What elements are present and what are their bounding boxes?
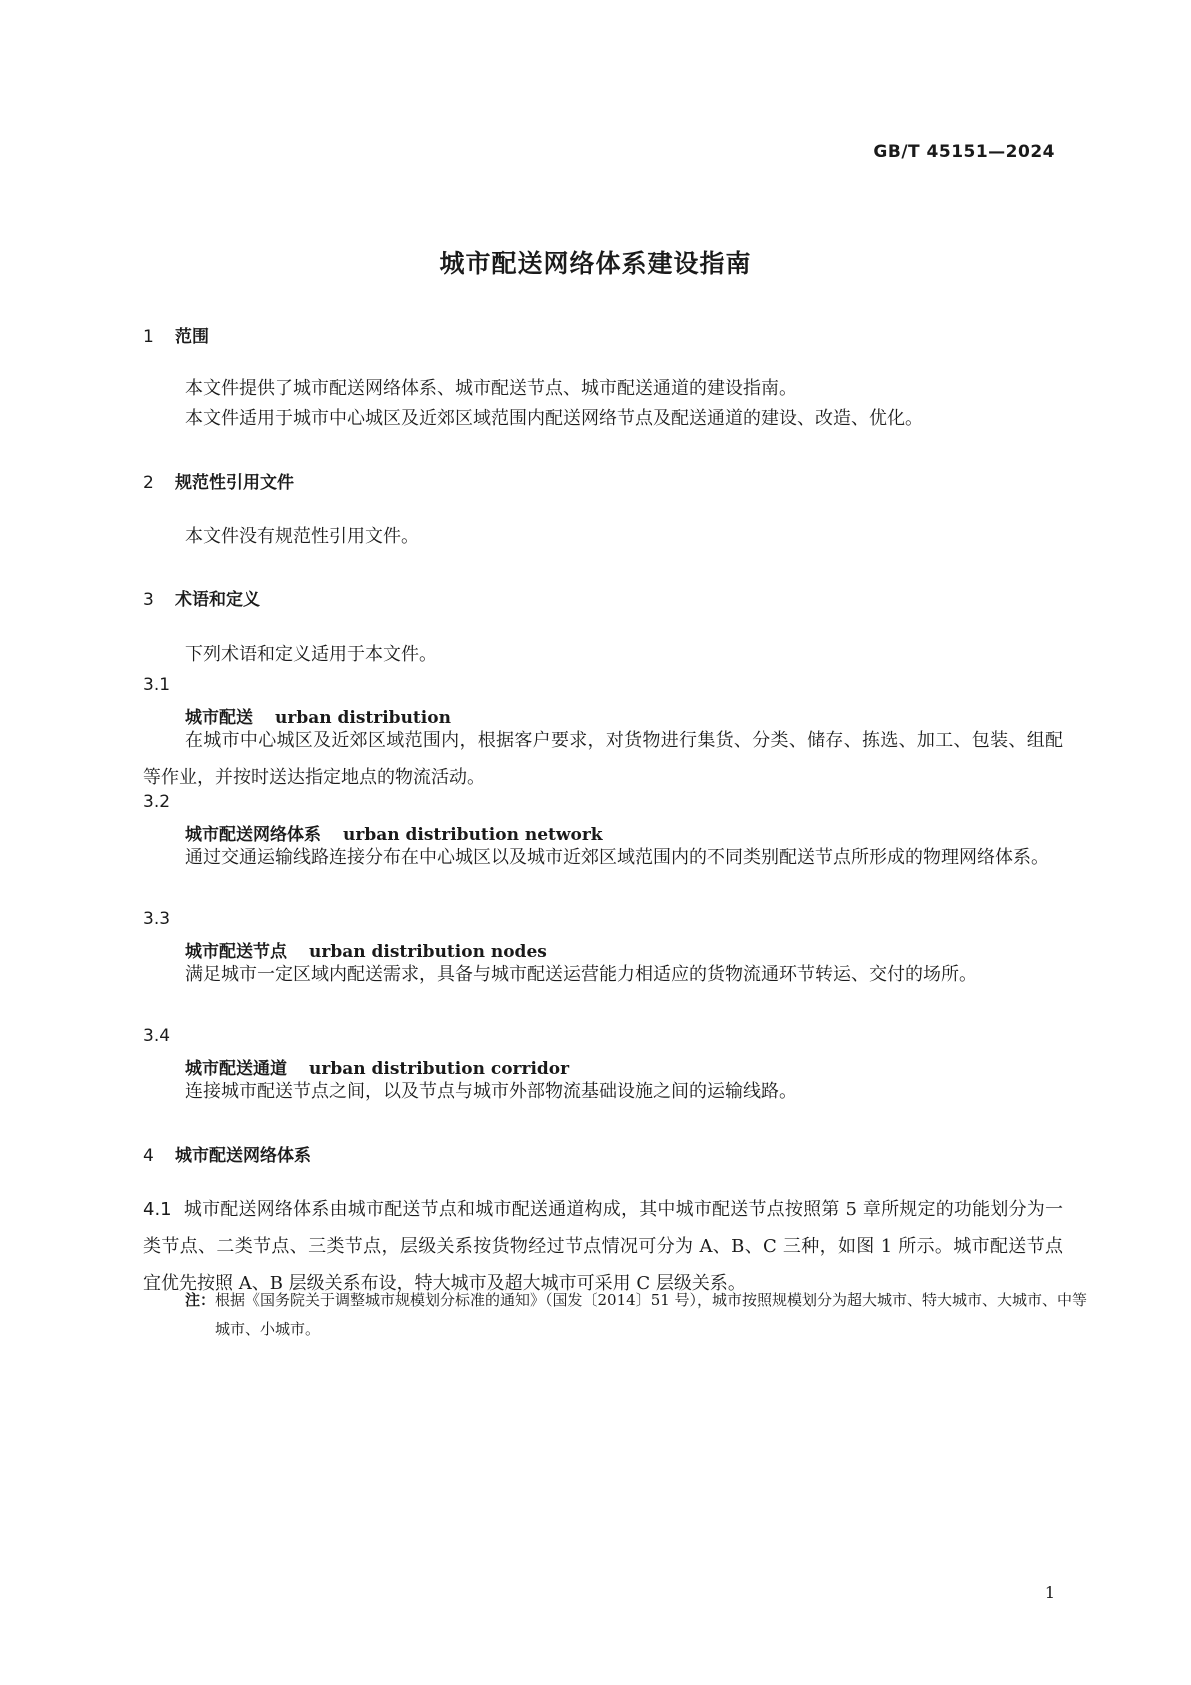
term-zh: 城市配送节点: [185, 942, 287, 962]
section-title: 规范性引用文件: [175, 473, 294, 493]
term-number: 3.4: [143, 1026, 171, 1046]
section-heading-4: [143, 1141, 311, 1166]
section-number: 3: [143, 590, 154, 610]
section-heading-2: [143, 468, 294, 493]
section-number: 4: [143, 1146, 154, 1166]
term-definition: 满足城市一定区域内配送需求，具备与城市配送运营能力相适应的货物流通环节转运、交付的场所。: [185, 964, 977, 985]
term-definition: 通过交通运输线路连接分布在中心城区以及城市近郊区域范围内的不同类别配送节点所形成的物理网络体系。: [185, 847, 1049, 868]
term-zh: 城市配送通道: [185, 1059, 287, 1079]
document-title: 城市配送网络体系建设指南: [439, 249, 752, 278]
term-zh: 城市配送: [185, 708, 253, 728]
paragraph: 本文件没有规范性引用文件。: [185, 526, 419, 547]
term-en: urban distribution corridor: [309, 1059, 570, 1079]
paragraph: 本文件适用于城市中心城区及近郊区域范围内配送网络节点及配送通道的建设、改造、优化。: [185, 408, 923, 429]
section-title: 城市配送网络体系: [175, 1146, 311, 1166]
paragraph: 下列术语和定义适用于本文件。: [185, 644, 437, 665]
page-number: 1: [1044, 1583, 1055, 1602]
clause-number: 4.1: [143, 1199, 172, 1220]
term-number: 3.3: [143, 909, 171, 929]
clause-text: 城市配送网络体系由城市配送节点和城市配送通道构成，其中城市配送节点按照第 5 章所规定的功能划分为一类节点、二类节点、三类节点，层级关系按货物经过节点情况可分为 A、B、C 三种，如图 1 所示。城市配送节点宜优先按照 A、B 层级关系布设，特大城市及超大城市可采用 C 层级关系。: [143, 1199, 1063, 1294]
note-text: 根据《国务院关于调整城市规模划分标准的通知》（国发〔2014〕51 号），城市按照规模划分为超大城市、特大城市、大城市、中等城市、小城市。: [215, 1291, 1088, 1338]
term-definition: 连接城市配送节点之间，以及节点与城市外部物流基础设施之间的运输线路。: [185, 1081, 797, 1102]
paragraph: 本文件提供了城市配送网络体系、城市配送节点、城市配送通道的建设指南。: [185, 378, 797, 399]
section-title: 范围: [175, 327, 209, 347]
term-definition: 在城市中心城区及近郊区域范围内，根据客户要求，对货物进行集货、分类、储存、拣选、加工、包装、组配等作业，并按时送达指定地点的物流活动。: [143, 730, 1063, 788]
section-heading-1: [143, 322, 209, 347]
section-heading-3: [143, 585, 260, 610]
section-number: 2: [143, 473, 154, 493]
section-title: 术语和定义: [175, 590, 260, 610]
term-number: 3.2: [143, 792, 171, 812]
term-zh: 城市配送网络体系: [185, 825, 321, 845]
term-number: 3.1: [143, 675, 171, 695]
standard-code: GB/T 45151—2024: [873, 142, 1055, 162]
term-en: urban distribution nodes: [309, 942, 547, 962]
section-number: 1: [143, 327, 154, 347]
note: [185, 1286, 1093, 1344]
note-label: 注：: [185, 1291, 216, 1309]
term-en: urban distribution: [275, 708, 451, 728]
term-en: urban distribution network: [343, 825, 603, 845]
